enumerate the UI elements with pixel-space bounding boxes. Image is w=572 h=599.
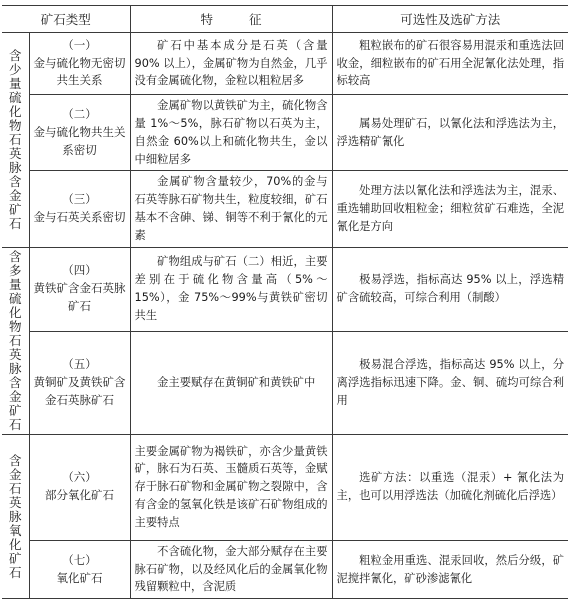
features-cell: 金属矿物含量较少，70%的金与石英等脉石矿物共生，粒度较细，矿石基本不含砷、锑、铜等不利于氰化的元素 xyxy=(130,171,332,247)
ore-type-number: （七） xyxy=(62,552,97,567)
ore-type-cell xyxy=(29,171,130,247)
method-cell: 极易混合浮选，指标高达 95% 以上，分离浮选指标迅速下降。金、铜、硫均可综合利用 xyxy=(332,331,568,434)
features-cell: 不含硫化物，金大部分赋存在主要脉石矿物，以及经风化后的金属氧化物残留颗粒中，含泥质 xyxy=(130,540,332,599)
table-row xyxy=(2,434,568,540)
group-label: 含金石英脉氧化矿石 xyxy=(2,434,29,599)
ore-type-cell xyxy=(29,331,130,434)
method-cell: 极易浮选，指标高达 95% 以上，浮选精矿含硫较高，可综合利用（制酸） xyxy=(332,247,568,331)
features-cell: 主要金属矿物为褐铁矿，亦含少量黄铁矿，脉石为石英、玉髓质石英等，金赋存于脉石矿物和金属矿物之裂隙中，含有含金的氢氧化铁是该矿石矿物组成的主要特点 xyxy=(130,434,332,540)
table-row xyxy=(2,331,568,434)
ore-type-cell xyxy=(29,540,130,599)
ore-type-cell xyxy=(29,247,130,331)
table-row xyxy=(2,95,568,171)
ore-type-name: 黄铜矿及黄铁矿含金石英脉矿石 xyxy=(33,374,126,407)
header-features: 特征 xyxy=(130,6,332,33)
table-row xyxy=(2,171,568,247)
method-cell: 粗粒嵌布的矿石很容易用混汞和重选法回收金，细粒嵌布的矿石用全泥氰化法处理，指标较高 xyxy=(332,33,568,95)
table-row xyxy=(2,33,568,95)
features-cell: 金主要赋存在黄铜矿和黄铁矿中 xyxy=(130,331,332,434)
method-cell: 处理方法以氰化法和浮选法为主，混汞、重选辅助回收粗粒金；细粒贫矿石难选，全泥氰化是方向 xyxy=(332,171,568,247)
ore-classification-table xyxy=(2,5,568,599)
ore-type-name: 黄铁矿含金石英脉矿石 xyxy=(33,281,126,314)
ore-type-cell xyxy=(29,434,130,540)
ore-type-number: （六） xyxy=(62,470,97,485)
features-cell: 矿石中基本成分是石英（含量 90% 以上），金属矿物为自然金，几乎没有金属硫化物，金粒以粗粒居多 xyxy=(130,33,332,95)
header-row xyxy=(2,6,568,33)
table-row xyxy=(2,540,568,599)
ore-type-name: 部分氧化矿石 xyxy=(45,488,114,503)
header-ore-type: 矿石类型 xyxy=(2,6,130,33)
group-label: 含少量硫化物石英脉含金矿石 xyxy=(2,33,29,248)
ore-type-name: 金与硫化物无密切共生关系 xyxy=(33,55,126,88)
group-label: 含多量硫化物石英脉含金矿石 xyxy=(2,247,29,434)
ore-type-number: （五） xyxy=(62,356,97,371)
header-method: 可选性及选矿方法 xyxy=(332,6,568,33)
table-row xyxy=(2,247,568,331)
ore-type-name: 金与硫化物共生关系密切 xyxy=(33,124,126,157)
ore-type-cell xyxy=(29,95,130,171)
method-cell: 选矿方法：以重选（混汞）+ 氰化法为主，也可以用浮选法（加硫化剂硫化后浮选） xyxy=(332,434,568,540)
ore-type-number: （三） xyxy=(62,192,97,207)
ore-type-number: （四） xyxy=(62,263,97,278)
ore-type-name: 金与石英关系密切 xyxy=(33,210,126,225)
ore-type-cell xyxy=(29,33,130,95)
features-cell: 矿物组成与矿石（二）相近，主要差别在于硫化物含量高（5%～15%），金 75%～99%与黄铁矿密切共生 xyxy=(130,247,332,331)
method-cell: 粗粒金用重选、混汞回收，然后分级，矿泥搅拌氰化，矿砂渗滤氰化 xyxy=(332,540,568,599)
ore-type-number: （一） xyxy=(62,37,97,52)
method-cell: 属易处理矿石，以氰化法和浮选法为主，浮选精矿氰化 xyxy=(332,95,568,171)
features-cell: 金属矿物以黄铁矿为主，硫化物含量 1%～5%，脉石矿物以石英为主，自然金 60%以上和硫化物共生，金以中细粒居多 xyxy=(130,95,332,171)
ore-type-name: 氧化矿石 xyxy=(56,570,103,585)
ore-type-number: （二） xyxy=(62,106,97,121)
